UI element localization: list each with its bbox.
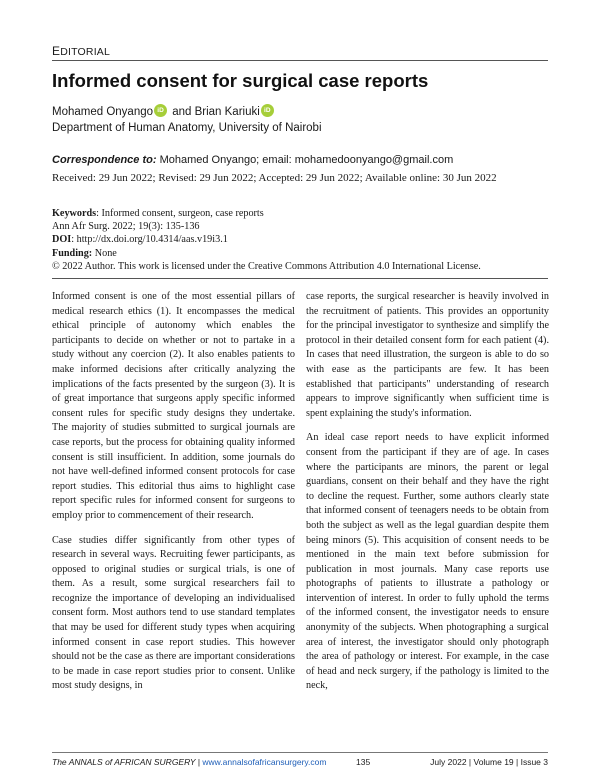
funding-line: [52, 247, 481, 260]
doi-link[interactable]: : http://dx.doi.org/10.4314/aas.v19i3.1: [71, 234, 228, 246]
funding-label: Funding:: [52, 247, 93, 259]
section-label-initial: E: [52, 44, 61, 58]
keywords-text: : Informed consent, surgeon, case reports: [96, 208, 264, 219]
doi-line: [52, 233, 481, 246]
publication-dates: Received: 29 Jun 2022; Revised: 29 Jun 2022; Accepted: 29 Jun 2022; Available online: 30 Jun 2022: [52, 172, 497, 184]
author-name: Brian Kariuki: [194, 106, 260, 118]
body-paragraph: case reports, the surgical researcher is heavily involved in the recruitment of patients. This provides an opportunity for the principal investigator to synthesize and simplify the protocol in their detailed consent form for each patient (4). In cases that need illustration, the surgeon is able to do so with ease as the participants are few. It has been established that participants" understanding of research appears to improve significantly when sufficient time is spent explaining the study's information.: [306, 291, 549, 419]
section-label-rest: DITORIAL: [60, 46, 111, 58]
author-connector: and: [169, 106, 195, 118]
author-affiliation: Department of Human Anatomy, University of Nairobi: [52, 122, 322, 134]
keywords-label: Keywords: [52, 208, 97, 219]
journal-name: The ANNALS of AFRICAN SURGERY |: [52, 757, 203, 767]
metadata-divider: [52, 278, 548, 279]
citation-line: Ann Afr Surg. 2022; 19(3): 135-136: [52, 221, 200, 233]
author-list: [52, 104, 276, 118]
keywords-line: [52, 207, 481, 220]
header-divider: [52, 60, 548, 61]
page-number: 135: [356, 757, 371, 767]
author-name: Mohamed Onyango: [52, 106, 154, 118]
article-title: Informed consent for surgical case reports: [52, 70, 429, 91]
journal-url-link[interactable]: www.annalsofafricansurgery.com: [202, 757, 327, 767]
body-column-left: [52, 290, 295, 704]
funding-text: None: [92, 247, 117, 259]
orcid-icon[interactable]: iD: [261, 104, 274, 117]
body-paragraph: An ideal case report needs to have explicit informed consent from the participant if they are of age. In cases where the participants are minors, the parent or legal guardians, consent on their behalf and they have the right to decline the request. Further, some authors clearly state that informed consent of teenagers needs to be obtain from both the subject as well as the legal guardian despite them being minors (5). This acquisition of consent needs to be mentioned in the main text before submission for publication in most journals. Many case reports use photographs of patients to illustrate a pathology or intervention of interest. In order to fully uphold the terms of the informed consent, the investigator needs to ensure anonymity of the subjects. When photographing a surgical area of interest, the investigator should only photograph the area of pathology or interest. For example, in the case of head and neck surgery, if the pathology is limited to the neck,: [306, 432, 549, 692]
license-line: © 2022 Author. This work is licensed under the Creative Commons Attribution 4.0 International License.: [52, 260, 481, 272]
footer-journal: [52, 757, 326, 767]
correspondence: [52, 154, 453, 166]
body-paragraph: Case studies differ significantly from other types of research in several ways. Recruiting fewer participants, as opposed to original studies or surgical trials, is one of them. As a result, some surgical researchers fail to recognize the importance of developing an individualised consent form. Most authors tend to use standard templates that may be used for different study types when acquiring informed consent in case report studies. This however should not be the case as there are important considerations to be made in case report studies prior to consent. Unlike most study designs, in: [52, 534, 295, 692]
orcid-icon[interactable]: iD: [154, 104, 167, 117]
body-column-right: [306, 290, 549, 704]
section-label: [52, 44, 110, 58]
correspondence-label: Correspondence to:: [52, 154, 157, 166]
doi-label: DOI: [52, 234, 72, 246]
article-metadata: [52, 207, 481, 273]
issue-info: July 2022 | Volume 19 | Issue 3: [430, 757, 548, 767]
body-paragraph: Informed consent is one of the most essential pillars of medical research ethics (1). It encompasses the medical ethical principle of autonomy which enables the participants to decide on whether or not to partake in a study without any coercion (2). It also enables patients to make informed decisions after critically analyzing the implications of the facts presented by the surgeon (3). It is of great importance that surgeons apply specific informed consent rules for specific study designs they undertake. The majority of studies submitted to surgical journals are case reports, but the process for obtaining quality informed consent is still insufficient. In addition, some journals do not have well-defined informed consent protocols for case report studies. This editorial thus aims to highlight case report specific rules for informed consent for surgeons to employ prior to commencement of their research.: [52, 291, 295, 521]
footer-divider: [52, 752, 548, 753]
correspondence-text: Mohamed Onyango; email: mohamedoonyango@gmail.com: [156, 154, 454, 166]
